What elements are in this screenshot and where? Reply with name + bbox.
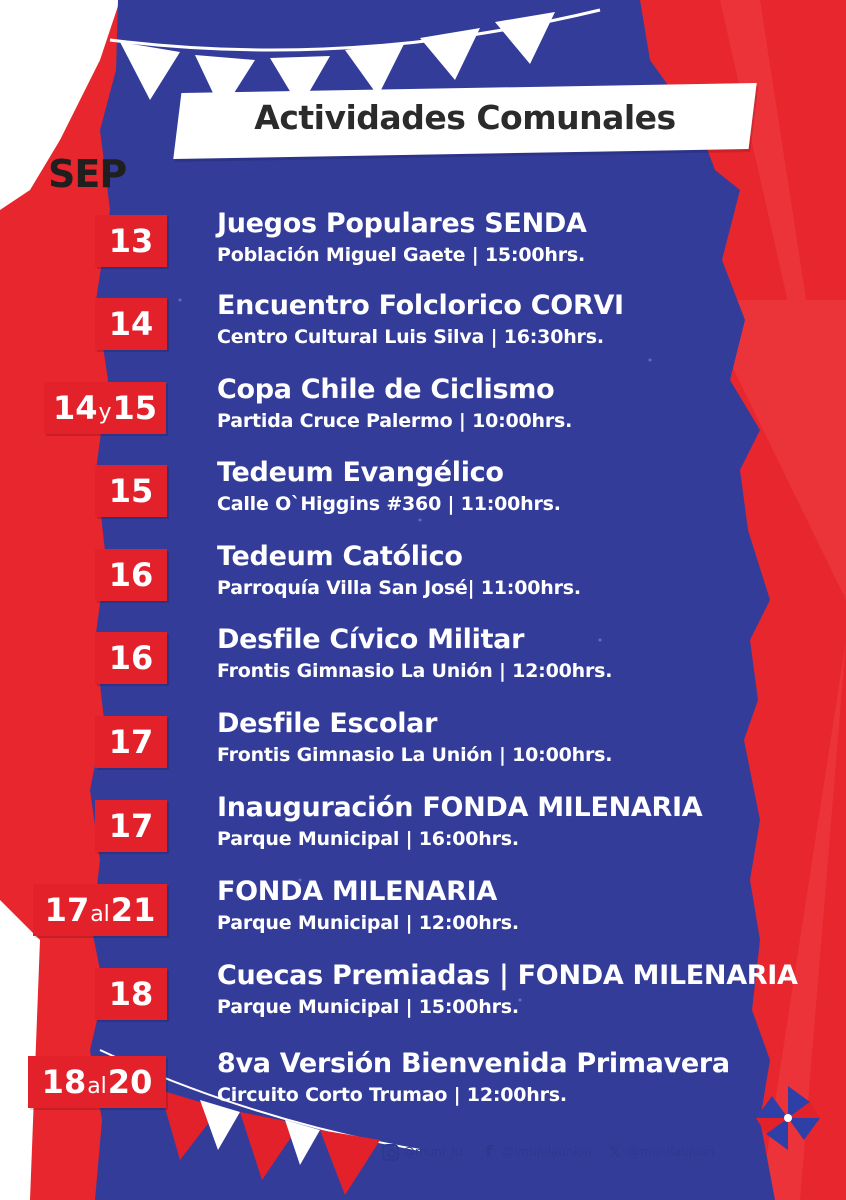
event-detail: Centro Cultural Luis Silva | 16:30hrs. [217,326,604,348]
event-title: 8va Versión Bienvenida Primavera [217,1048,730,1079]
facebook-handle: @imunilaunion [502,1145,592,1159]
x-handle: @munilaunion [628,1145,715,1159]
date-badge: 18 [95,968,167,1020]
event-detail: Parque Municipal | 15:00hrs. [217,996,519,1018]
event-title: Inauguración FONDA MILENARIA [217,792,703,823]
date-end: 20 [107,1063,153,1101]
event-title: Encuentro Folclorico CORVI [217,290,624,321]
event-detail: Población Miguel Gaete | 15:00hrs. [217,244,585,266]
date-start: 17 [44,891,90,929]
event-title: Cuecas Premiadas | FONDA MILENARIA [217,960,798,991]
event-title: Tedeum Católico [217,541,463,572]
date-badge: 16 [95,632,167,684]
event-detail: Circuito Corto Trumao | 12:00hrs. [217,1084,567,1106]
instagram-icon [382,1144,399,1161]
event-detail: Calle O`Higgins #360 | 11:00hrs. [217,493,561,515]
event-title: FONDA MILENARIA [217,876,497,907]
page-title: Actividades Comunales [254,98,676,137]
event-title: Desfile Escolar [217,708,438,739]
date-start: 18 [41,1063,87,1101]
event-detail: Parroquía Villa San José| 11:00hrs. [217,577,581,599]
social-instagram[interactable] [382,1140,462,1164]
event-title: Juegos Populares SENDA [217,208,587,239]
instagram-handle: @muni_lu [403,1145,463,1159]
date-badge [28,1056,166,1108]
date-end: 15 [112,389,158,427]
x-icon: 𝕏 [608,1142,622,1161]
month-label: SEP [48,152,127,196]
social-x[interactable] [606,1140,714,1164]
date-connector: al [87,1074,107,1099]
event-detail: Frontis Gimnasio La Unión | 12:00hrs. [217,660,613,682]
event-title: Tedeum Evangélico [217,457,504,488]
date-badge: 17 [95,800,167,852]
date-badge [44,382,166,434]
date-badge: 16 [95,549,167,601]
event-detail: Partida Cruce Palermo | 10:00hrs. [217,410,573,432]
event-detail: Parque Municipal | 12:00hrs. [217,912,519,934]
date-badge [33,884,167,936]
event-title: Desfile Cívico Militar [217,624,525,655]
date-connector: y [98,400,112,425]
date-badge: 13 [95,215,167,267]
social-facebook[interactable] [480,1140,592,1164]
event-title: Copa Chile de Ciclismo [217,374,555,405]
date-badge: 14 [95,298,167,350]
date-connector: al [90,902,110,927]
event-detail: Parque Municipal | 16:00hrs. [217,828,519,850]
date-badge: 15 [95,465,167,517]
date-start: 14 [52,389,98,427]
facebook-icon: f [485,1142,493,1161]
date-badge: 17 [95,716,167,768]
event-detail: Frontis Gimnasio La Unión | 10:00hrs. [217,744,613,766]
date-end: 21 [110,891,156,929]
pinwheel-logo-icon [752,1082,824,1154]
